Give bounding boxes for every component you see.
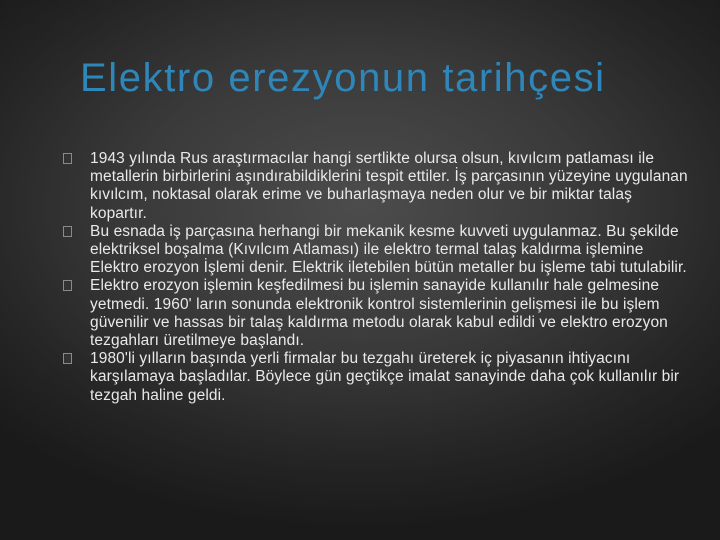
bullet-item [0,223,690,278]
slide-title: Elektro erezyonun tarihçesi [80,56,606,100]
bullet-text: Elektro erozyon işlemin keşfedilmesi bu işlemin sanayide kullanılır hale gelmesine yetmedi. 1960' ların sonunda elektronik kontrol sistemlerinin gelişmesi ile bu işlem güvenilir ve hassas bir talaş kaldırma metodu olarak kabul edildi ve elektro erozyon tezgahları üretilmeye başlandı. [90,277,668,350]
square-bullet-icon [63,353,72,364]
bullet-list [0,150,720,405]
bullet-text: 1980'li yılların başında yerli firmalar bu tezgahı üreterek iç piyasanın ihtiyacını karşılamaya başladılar. Böylece gün geçtikçe imalat sanayinde daha çok kullanılır bir tezgah haline geldi. [90,350,680,404]
bullet-text: Bu esnada iş parçasına herhangi bir mekanik kesme kuvveti uygulanmaz. Bu şekilde elektriksel boşalma (Kıvılcım Atlaması) ile elektro termal talaş kaldırma işlemine Elektro erozyon İşlemi denir. Elektrik iletebilen bütün metaller bu işleme tabi tutulabilir. [90,222,687,277]
bullet-text: 1943 yılında Rus araştırmacılar hangi sertlikte olursa olsun, kıvılcım patlaması ile metallerin birbirlerini aşındırabildiklerini tespit ettiler. İş parçasının yüzeyine uygulanan kıvılcım, noktasal olarak erime ve buharlaşmaya neden olur ve bir miktar talaş kopartır. [90,150,688,222]
square-bullet-icon [63,226,72,237]
bullet-item [0,277,690,350]
bullet-item [0,150,690,223]
bullet-item [0,350,690,405]
square-bullet-icon [63,153,72,164]
square-bullet-icon [63,280,72,291]
